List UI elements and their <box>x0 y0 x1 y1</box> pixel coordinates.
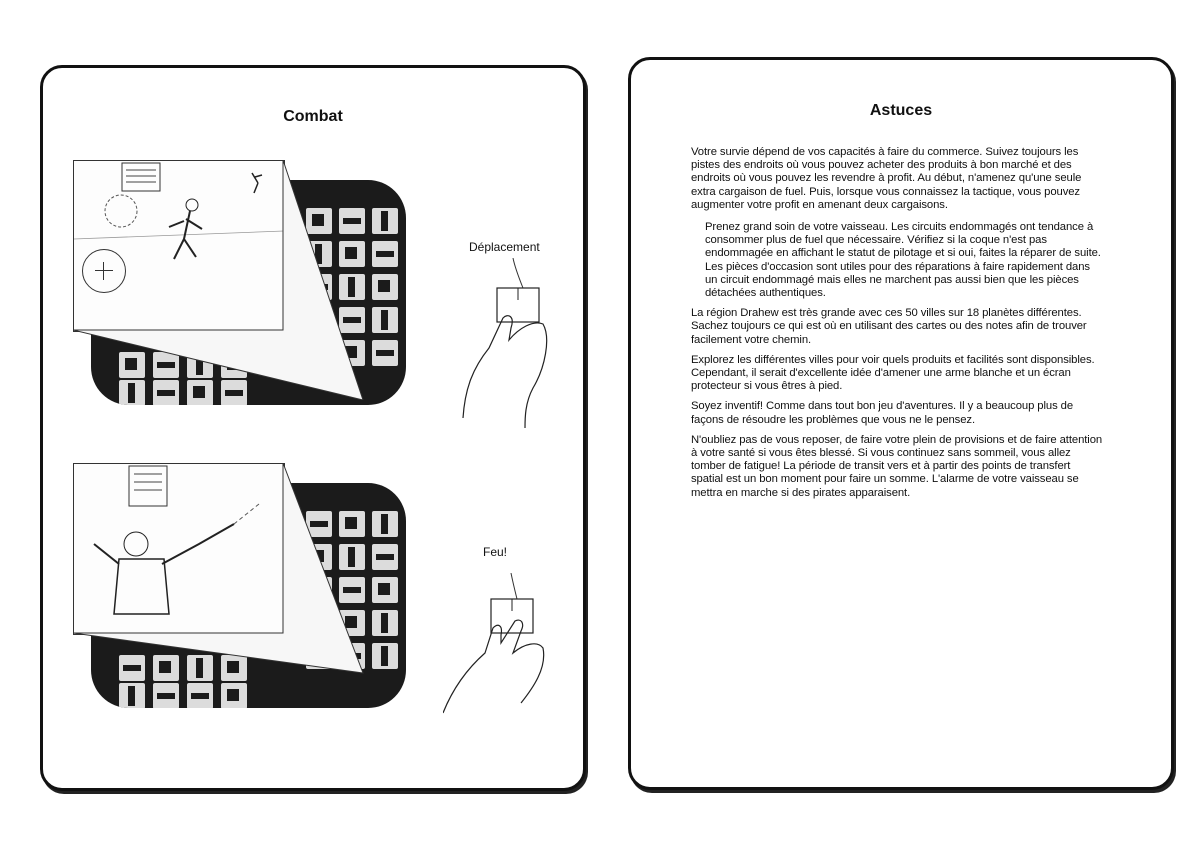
tip-paragraph: Explorez les différentes villes pour voir quels produits et facilités sont disponsibles. Cependant, il serait d'excellente idée d'amener une arme blanche et un écran protecteur si vous êtres à pied. <box>691 353 1095 393</box>
mouse-hand-icon <box>453 258 553 428</box>
projection-lines <box>73 160 373 400</box>
tips-text <box>691 146 1103 507</box>
tip-paragraph: Prenez grand soin de votre vaisseau. Les circuits endommagés ont tendance à consommer plus de fuel que nécessaire. Vérifiez si la coque n'est pas endommagée en affichant le statut de pilotage et si oui, faites la réparer de suite. Les pièces d'occasion sont utiles pour des réparations à faire rapidement dans un circuit endommagé mais elles ne marchent pas aussi bien que les pièces détachées authentiques. <box>705 221 1101 300</box>
tip-paragraph: Votre survie dépend de vos capacités à faire du commerce. Suivez toujours les pistes des endroits où vous pouvez acheter des produits à bon marché et des endroits où vous pouvez les revendre à profit. Au début, n'amenez qu'une seule extra cargaison de fuel. Puis, lorsque vous connaissez la tactique, vous pouvez augmenter votre profit en amenant deux cargaisons. <box>691 146 1082 211</box>
tip-paragraph: Soyez inventif! Comme dans tout bon jeu d'aventures. Il y a beaucoup plus de façons de résoudre les problèmes que vous ne le pensez. <box>691 400 1074 426</box>
projection-lines <box>73 463 373 703</box>
left-page <box>40 65 586 791</box>
mouse-hand-icon <box>443 573 553 723</box>
tip-paragraph: N'oubliez pas de vous reposer, de faire votre plein de provisions et de faire attention à votre santé si vous êtes blessé. Si vous continuez sans sommeil, vous allez tomber de fatigue! La période de transit vers et à partir des points de transfert spatial est un bon moment pour faire un somme. L'alarme de votre vaisseau se mettra en marche si des pirates apparaisent. <box>691 433 1103 499</box>
caption-fire: Feu! <box>483 545 508 559</box>
page-title-combat: Combat <box>283 108 343 125</box>
page-title-astuces: Astuces <box>869 102 933 119</box>
tip-paragraph: La région Drahew est très grande avec ces 50 villes sur 18 planètes différentes. Sachez toujours ce qui est où en utilisant des cartes ou des notes afin de trouver facilement votre chemin. <box>691 307 1087 346</box>
right-page <box>628 57 1174 790</box>
caption-movement: Déplacement <box>469 240 540 254</box>
